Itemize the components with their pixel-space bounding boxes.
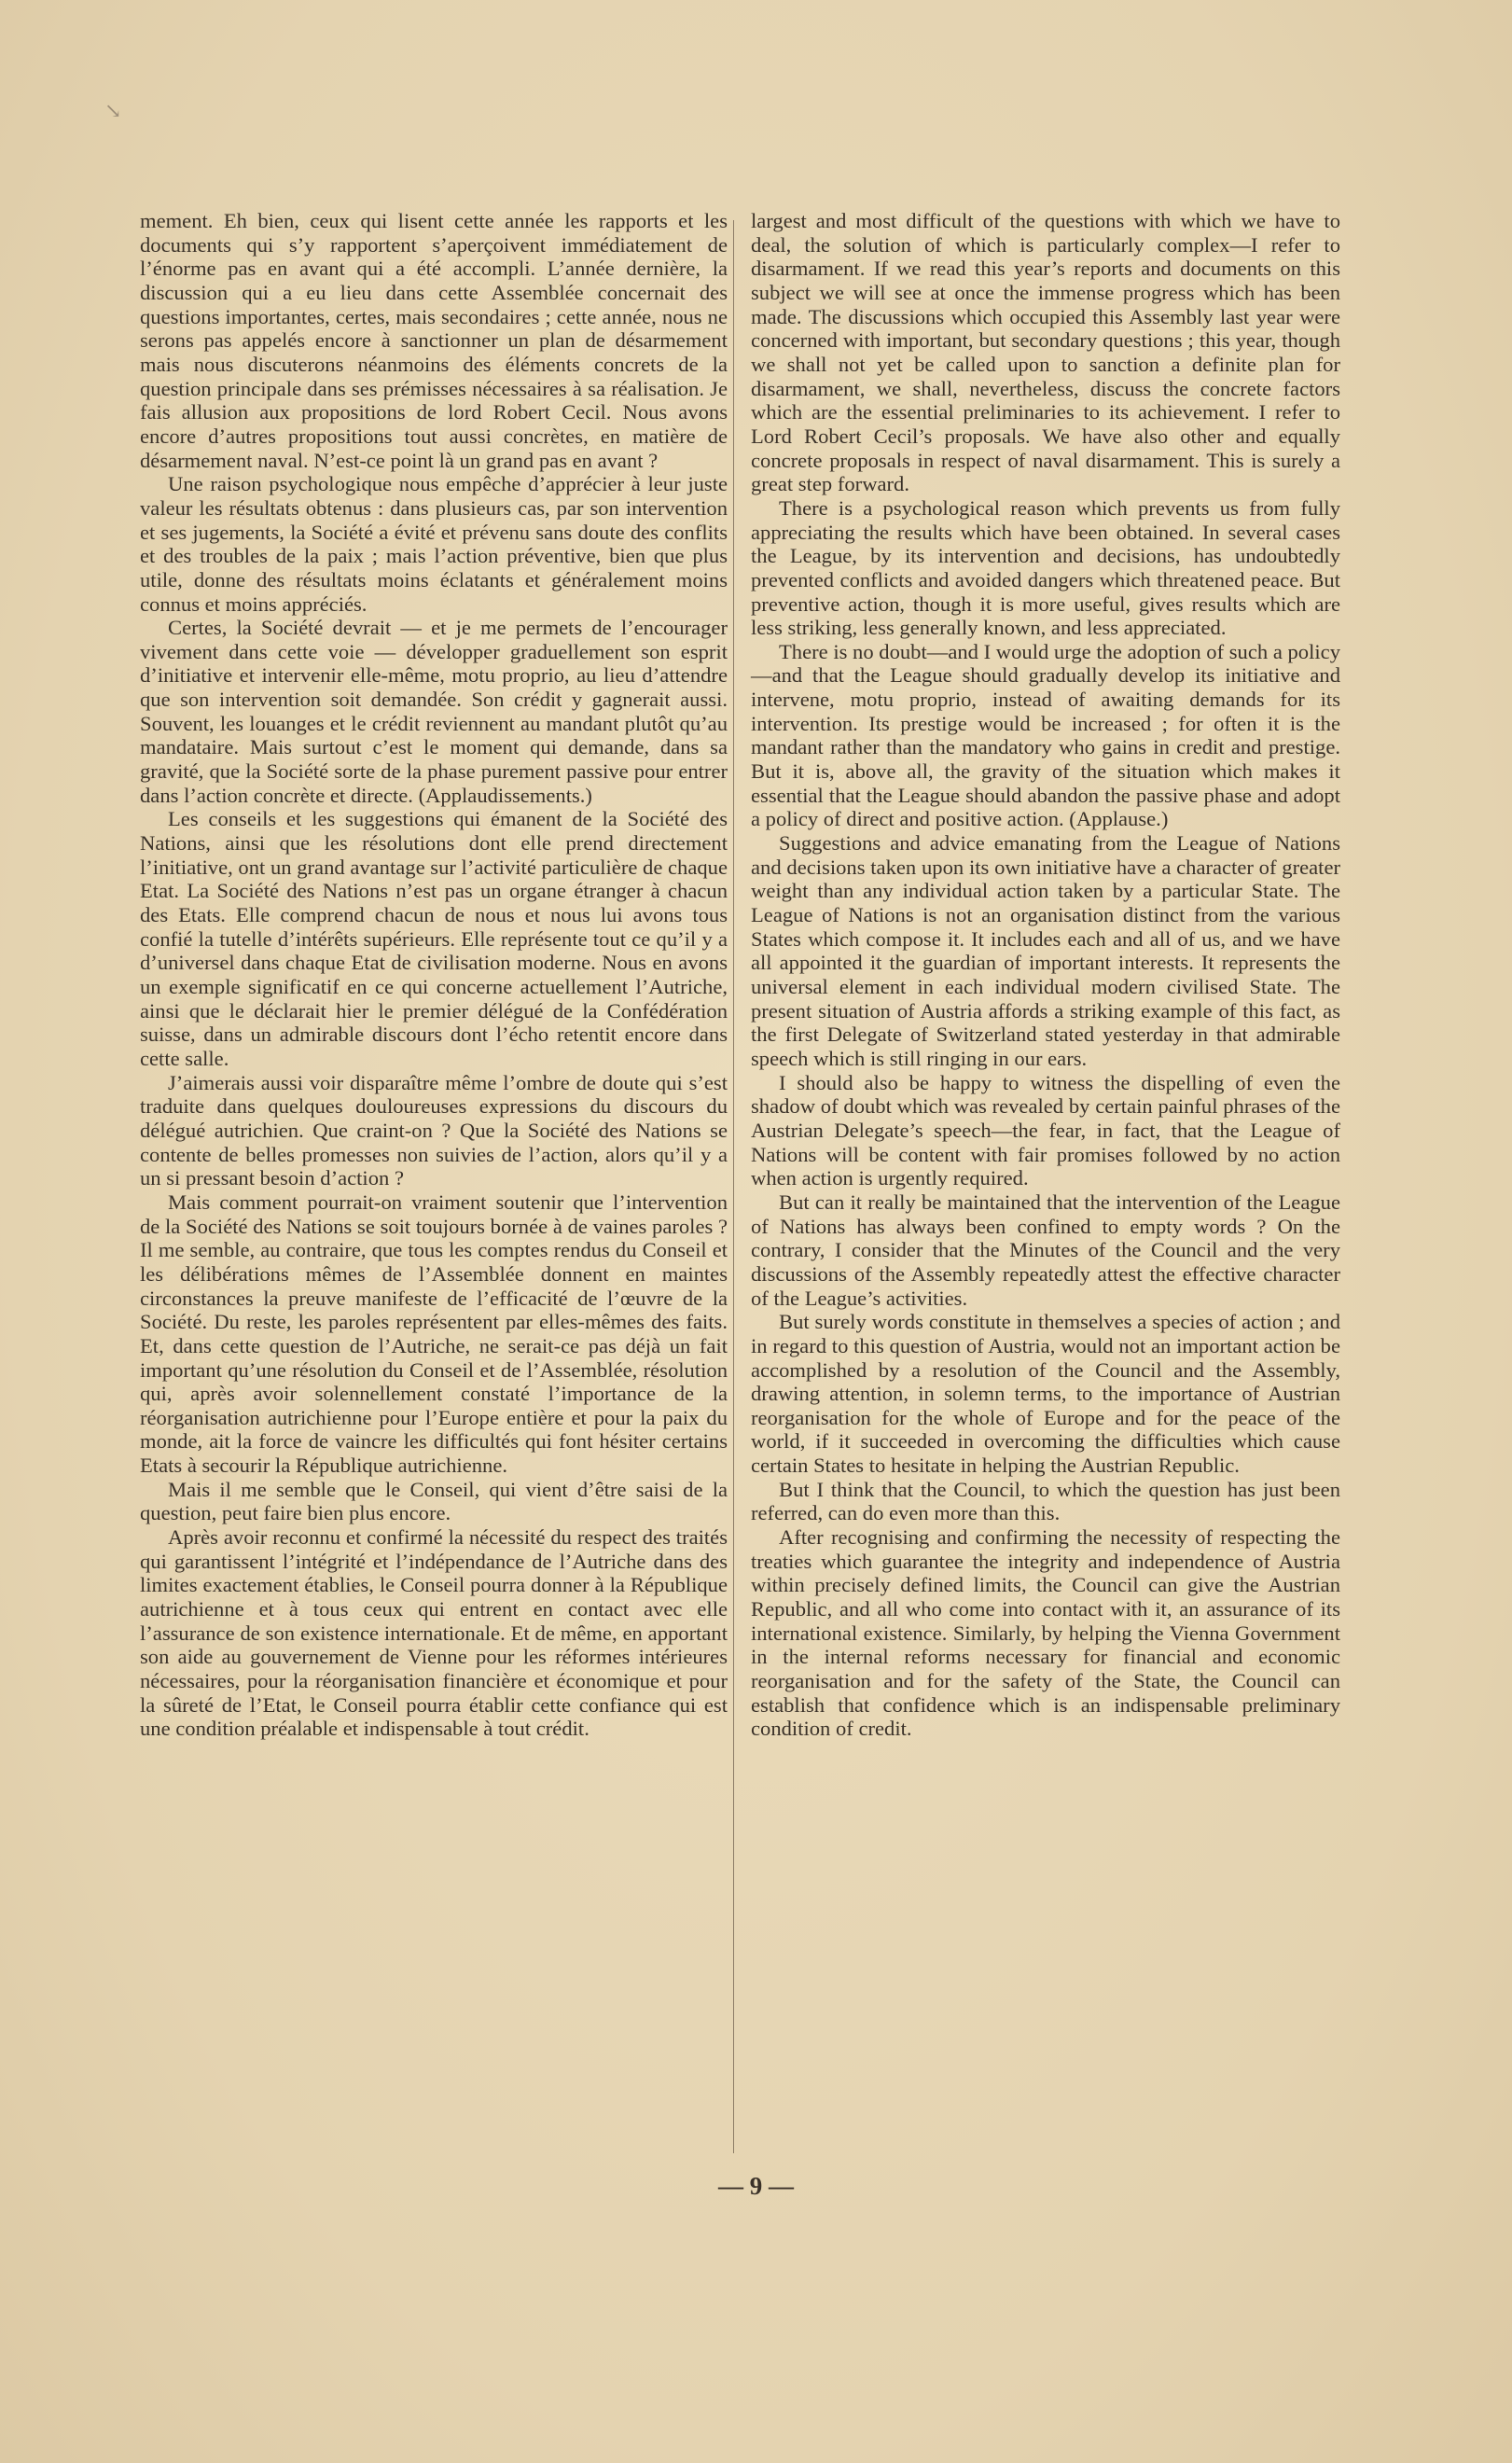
paragraph: There is a psychological reason which prevents us from fully appreciating the results which have been obtained. In several cases the League, by its intervention and decisions, has undoubtedly prevented conflicts and avoided dangers which threatened peace. But preventive action, though it is more useful, gives results which are less striking, less generally known, and less appreciated.: [751, 495, 1340, 640]
paragraph: There is no doubt—and I would urge the adoption of such a policy—and that the League should gradually develop its initiative and intervene, motu proprio, instead of awaiting demands for its intervention. Its prestige would be increased ; for often it is the mandant rather than the mandatory who gains in credit and prestige. But it is, above all, the gravity of the situation which makes it essential that the League should abandon the passive phase and adopt a policy of direct and positive action. (Applause.): [751, 639, 1340, 831]
paragraph: After recognising and confirming the necessity of respecting the treaties which guarantee the integrity and independence of Austria within precisely defined limits, the Council can give the Austrian Republic, and all who come into contact with it, an assurance of its international existence. Similarly, by helping the Vienna Government in the internal reforms necessary for financial and economic reorganisation and for the safety of the State, the Council can establish that confidence which is an indispensable preliminary condition of credit.: [751, 1525, 1340, 1741]
column-divider: [733, 220, 734, 2153]
english-text-column: [751, 209, 1340, 1741]
pencil-mark-icon: ↘: [104, 99, 122, 122]
paragraph: Une raison psychologique nous empêche d’apprécier à leur juste valeur les résultats obtenus : dans plusieurs cas, par son intervention et ses jugements, la Société a évité et prévenu sans doute des conflits et des troubles de la paix ; mais l’action préventive, bien que plus utile, donne des résultats moins éclatants et généralement moins connus et moins appréciés.: [140, 472, 728, 616]
paragraph: J’aimerais aussi voir disparaître même l’ombre de doute qui s’est traduite dans quelques douloureuses expressions du discours du délégué autrichien. Que craint-on ? Que la Société des Nations se contente de belles promesses non suivies de l’action, alors qu’il y a un si pressant besoin d’action ?: [140, 1070, 728, 1190]
paragraph: I should also be happy to witness the dispelling of even the shadow of doubt which was revealed by certain painful phrases of the Austrian Delegate’s speech—the fear, in fact, that the League of Nations will be content with fair promises followed by no action when action is urgently required.: [751, 1070, 1340, 1190]
french-text-column: [140, 209, 728, 1741]
page-number: — 9 —: [718, 2172, 794, 2200]
paragraph: Suggestions and advice emanating from the League of Nations and decisions taken upon its own initiative have a character of greater weight than any individual action taken by a particular State. The League of Nations is not an organisation distinct from the various States which compose it. It includes each and all of us, and we have all appointed it the guardian of important interests. It represents the universal element in each individual modern civilised State. The present situation of Austria affords a striking example of this fact, as the first Delegate of Switzerland stated yesterday in that admirable speech which is still ringing in our ears.: [751, 831, 1340, 1070]
paragraph: But I think that the Council, to which the question has just been referred, can do even more than this.: [751, 1477, 1340, 1525]
paragraph: But can it really be maintained that the intervention of the League of Nations has always been confined to empty words ? On the contrary, I consider that the Minutes of the Council and the very discussions of the Assembly repeatedly attest the effective character of the League’s activities.: [751, 1190, 1340, 1310]
paragraph: Mais il me semble que le Conseil, qui vient d’être saisi de la question, peut faire bien plus encore.: [140, 1477, 728, 1525]
paragraph: But surely words constitute in themselves a species of action ; and in regard to this question of Austria, would not an important action be accomplished by a resolution of the Council and the Assembly, drawing attention, in solemn terms, to the importance of Austrian reorganisation for the whole of Europe and for the peace of the world, if it succeeded in overcoming the difficulties which cause certain States to hesitate in helping the Austrian Republic.: [751, 1310, 1340, 1478]
paragraph: Certes, la Société devrait — et je me permets de l’encourager vivement dans cette voie — développer graduellement son esprit d’initiative et intervenir elle-même, motu proprio, au lieu d’attendre que son intervention soit demandée. Son crédit y gagnerait aussi. Souvent, les louanges et le crédit reviennent au mandant plutôt qu’au mandataire. Mais surtout c’est le moment qui demande, dans sa gravité, que la Société sorte de la phase purement passive pour entrer dans l’action concrète et directe. (Applaudissements.): [140, 616, 728, 807]
paragraph: Mais comment pourrait-on vraiment soutenir que l’intervention de la Société des Nations se soit toujours bornée à de vaines paroles ? Il me semble, au contraire, que tous les comptes rendus du Conseil et les délibérations mêmes de l’Assemblée donnent en maintes circonstances la preuve manifeste de l’efficacité de l’œuvre de la Société. Du reste, les paroles représentent par elles-mêmes des faits. Et, dans cette question de l’Autriche, ne serait-ce pas déjà un fait important qu’une résolution du Conseil et de l’Assemblée, résolution qui, après avoir solennellement constaté l’importance de la réorganisation autrichienne pour l’Europe entière et pour la paix du monde, ait la force de vaincre les difficultés qui font hésiter certains Etats à secourir la République autrichienne.: [140, 1190, 728, 1478]
paragraph: Après avoir reconnu et confirmé la nécessité du respect des traités qui garantissent l’intégrité et l’indépendance de l’Autriche dans des limites exactement établies, le Conseil pourra donner à la République autrichienne et à tous ceux qui entrent en contact avec elle l’assurance de son existence internationale. Et de même, en apportant son aide au gouvernement de Vienne pour les réformes intérieures nécessaires, pour la réorganisation financière et économique et pour la sûreté de l’Etat, le Conseil pourra établir cette confiance qui est une condition préalable et indispensable à tout crédit.: [140, 1525, 728, 1741]
paragraph: Les conseils et les suggestions qui émanent de la Société des Nations, ainsi que les résolutions dont elle prend directement l’initiative, ont un grand avantage sur l’activité particulière de chaque Etat. La Société des Nations n’est pas un organe étranger à chacun des Etats. Elle comprend chacun de nous et nous lui avons tous confié la tutelle d’intérêts supérieurs. Elle représente tout ce qu’il y a d’universel dans chaque Etat de civilisation moderne. Nous en avons un exemple significatif en ce qui concerne actuellement l’Autriche, ainsi que le déclarait hier le premier délégué de la Confédération suisse, dans un admirable discours dont l’écho retentit encore dans cette salle.: [140, 807, 728, 1070]
paragraph: mement. Eh bien, ceux qui lisent cette année les rapports et les documents qui s’y rapportent s’aperçoivent immédiatement de l’énorme pas en avant qui a été accompli. L’année dernière, la discussion qui a eu lieu dans cette Assemblée concernait des questions importantes, certes, mais secondaires ; cette année, nous ne serons pas appelés encore à sanctionner un plan de désarmement mais nous discuterons néanmoins des éléments concrets de la question principale dans ses prémisses nécessaires à sa réalisation. Je fais allusion aux propositions de lord Robert Cecil. Nous avons encore d’autres propositions tout aussi concrètes, en matière de désarmement naval. N’est-ce point là un grand pas en avant ?: [140, 209, 728, 472]
paragraph: largest and most difficult of the questions with which we have to deal, the solution of which is particularly complex—I refer to disarmament. If we read this year’s reports and documents on this subject we will see at once the immense progress which has been made. The discussions which occupied this Assembly last year were concerned with important, but secondary questions ; this year, though we shall not yet be called upon to sanction a definite plan for disarmament, we shall, nevertheless, discuss the concrete factors which are the essential preliminaries to its achievement. I refer to Lord Robert Cecil’s proposals. We have also other and equally concrete proposals in respect of naval disarmament. This is surely a great step forward.: [751, 209, 1340, 496]
